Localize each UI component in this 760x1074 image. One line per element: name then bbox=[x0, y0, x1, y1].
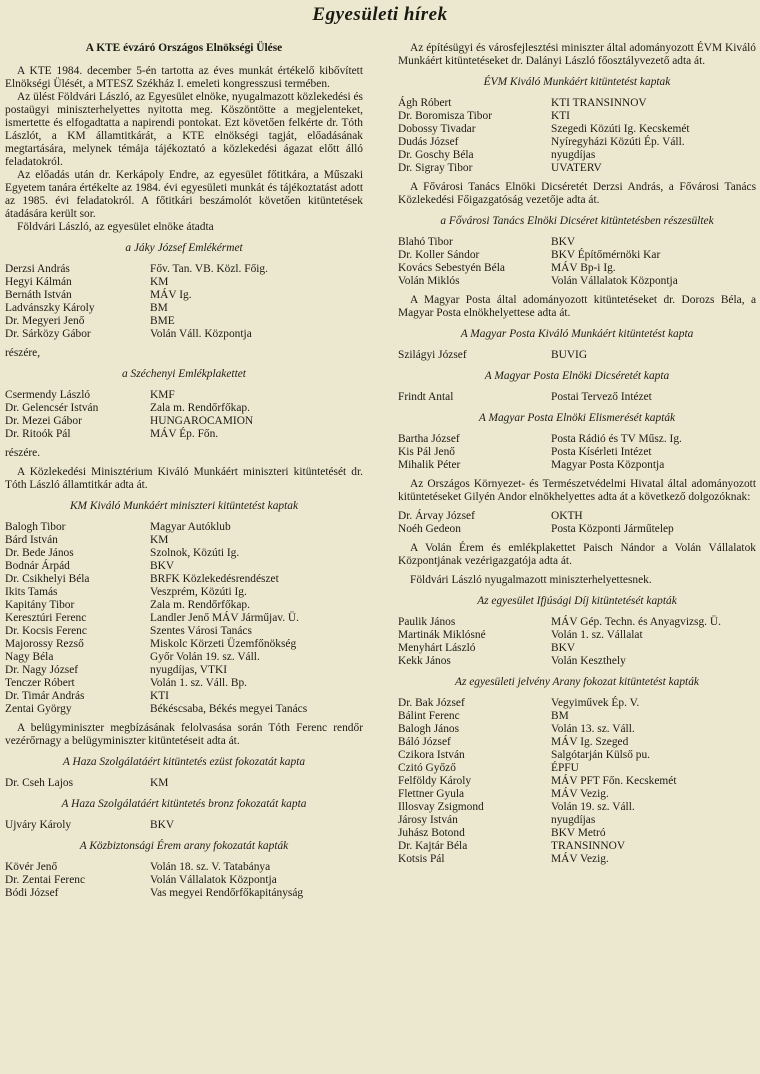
award-row bbox=[5, 302, 363, 315]
awardee-name: Bárd István bbox=[5, 534, 58, 546]
awardee-name: Bodnár Árpád bbox=[5, 560, 70, 572]
awardee-name: Ladvánszky Károly bbox=[5, 302, 95, 314]
paragraph: A Közlekedési Minisztérium Kiváló Munkáért miniszteri kitüntetését dr. Tóth László államtitkár adta át. bbox=[5, 466, 363, 491]
award-row bbox=[5, 887, 363, 900]
awardee-name: Kövér Jenő bbox=[5, 861, 58, 873]
awardee-name: Dr. Timár András bbox=[5, 690, 85, 702]
awardee-name: Kis Pál Jenő bbox=[398, 446, 455, 458]
awardee-organization: Volán 1. sz. Váll. Bp. bbox=[150, 677, 248, 689]
awardee-organization: Szegedi Közúti Ig. Kecskemét bbox=[551, 123, 690, 135]
section-heading: Az egyesületi jelvény Arany fokozat kitüntetést kapták bbox=[455, 676, 699, 688]
awardee-organization: MÁV Bp-i Ig. bbox=[551, 262, 616, 274]
awardee-name: Felföldy Károly bbox=[398, 775, 472, 787]
awardee-organization: Volán 1. sz. Vállalat bbox=[551, 629, 643, 641]
award-list bbox=[398, 697, 756, 866]
awardee-organization: BKV bbox=[150, 560, 175, 572]
awardee-organization: BM bbox=[551, 710, 569, 722]
awardee-organization: BM bbox=[150, 302, 168, 314]
award-list bbox=[398, 433, 756, 472]
paragraph: Földvári László nyugalmazott miniszterhelyettesnek. bbox=[410, 574, 652, 586]
award-row bbox=[5, 586, 363, 599]
award-row bbox=[5, 625, 363, 638]
awardee-organization: Szentes Városi Tanács bbox=[150, 625, 252, 637]
awardee-organization: BKV Építőmérnöki Kar bbox=[551, 249, 661, 261]
awardee-name: Mihalik Péter bbox=[398, 459, 461, 471]
awardee-organization: OKTH bbox=[551, 510, 583, 522]
award-list bbox=[5, 263, 363, 341]
awardee-organization: Volán Vállalatok Központja bbox=[150, 874, 277, 886]
awardee-organization: HUNGAROCAMION bbox=[150, 415, 254, 427]
award-row bbox=[398, 697, 756, 710]
awardee-name: Kekk János bbox=[398, 655, 451, 667]
award-row bbox=[5, 638, 363, 651]
awardee-organization: Volán Vállalatok Központja bbox=[551, 275, 678, 287]
awardee-name: Dr. Ritoók Pál bbox=[5, 428, 71, 440]
awardee-organization: BKV bbox=[551, 642, 576, 654]
award-list bbox=[5, 777, 363, 790]
paragraph: Az építésügyi és városfejlesztési miniszter által adományozott ÉVM Kiváló Munkáért kitüntetéseket dr. Dalányi László főosztályvezető adta át. bbox=[398, 42, 756, 67]
awardee-name: Juhász Botond bbox=[398, 827, 465, 839]
awardee-name: Dr. Sárközy Gábor bbox=[5, 328, 91, 340]
awardee-organization: Békéscsaba, Békés megyei Tanács bbox=[150, 703, 308, 715]
awardee-organization: Volán Keszthely bbox=[551, 655, 626, 667]
award-row bbox=[5, 428, 363, 441]
awardee-name: Dr. Megyeri Jenő bbox=[5, 315, 85, 327]
section-heading: A Haza Szolgálatáért kitüntetés ezüst fokozatát kapta bbox=[62, 756, 306, 768]
awardee-name: Zentai György bbox=[5, 703, 72, 715]
awardee-organization: KTI bbox=[150, 690, 169, 702]
award-list bbox=[398, 236, 756, 288]
awardee-organization: BKV bbox=[551, 236, 576, 248]
left-column bbox=[5, 42, 363, 900]
awardee-name: Menyhárt László bbox=[398, 642, 476, 654]
award-row bbox=[398, 655, 756, 668]
awardee-organization: Volán 13. sz. Váll. bbox=[551, 723, 635, 735]
awardee-name: Czitó Győző bbox=[398, 762, 456, 774]
awardee-organization: Posta Központi Járműtelep bbox=[551, 523, 674, 535]
award-row bbox=[398, 642, 756, 655]
paragraph: A KTE 1984. december 5-én tartotta az éves munkát értékelő kibővített Elnökségi Ülését, a MTESZ Székház I. emeleti kongresszusi termében. bbox=[5, 65, 363, 90]
award-row bbox=[398, 97, 756, 110]
awardee-organization: TRANSINNOV bbox=[551, 840, 626, 852]
awardee-organization: BKV bbox=[150, 819, 175, 831]
award-row bbox=[398, 149, 756, 162]
section-heading: A Közbiztonsági Érem arany fokozatát kapták bbox=[79, 840, 289, 852]
awardee-organization: MÁV Gép. Techn. és Anyagvizsg. Ü. bbox=[551, 616, 721, 628]
awardee-name: Báló József bbox=[398, 736, 451, 748]
awardee-name: Ágh Róbert bbox=[398, 97, 452, 109]
awardee-name: Dr. Cseh Lajos bbox=[5, 777, 74, 789]
award-row bbox=[398, 433, 756, 446]
award-row bbox=[5, 861, 363, 874]
award-row bbox=[398, 162, 756, 175]
award-list bbox=[5, 521, 363, 716]
award-row bbox=[5, 651, 363, 664]
award-row bbox=[398, 762, 756, 775]
award-row bbox=[5, 664, 363, 677]
awardee-organization: MÁV Vezig. bbox=[551, 853, 609, 865]
right-column bbox=[398, 42, 756, 866]
awardee-name: Dr. Boromisza Tibor bbox=[398, 110, 492, 122]
awardee-organization: Főv. Tan. VB. Közl. Főig. bbox=[150, 263, 268, 275]
awardee-name: Bódi József bbox=[5, 887, 59, 899]
awardee-name: Ujváry Károly bbox=[5, 819, 72, 831]
paragraph: részére. bbox=[5, 447, 41, 459]
awardee-organization: Zala m. Rendőrfőkap. bbox=[150, 599, 250, 611]
awardee-organization: KMF bbox=[150, 389, 175, 401]
award-row bbox=[5, 389, 363, 402]
awardee-organization: Posta Rádió és TV Műsz. Ig. bbox=[551, 433, 682, 445]
awardee-name: Bálint Ferenc bbox=[398, 710, 460, 722]
paragraph: A Volán Érem és emlékplakettet Paisch Nándor a Volán Vállalatok Központjának vezérigazgatója adta át. bbox=[398, 542, 756, 567]
awardee-organization: Posta Kísérleti Intézet bbox=[551, 446, 652, 458]
awardee-organization: KTI TRANSINNOV bbox=[551, 97, 647, 109]
awardee-organization: Landler Jenő MÁV Járműjav. Ü. bbox=[150, 612, 299, 624]
award-row bbox=[5, 547, 363, 560]
award-row bbox=[398, 391, 756, 404]
awardee-name: Tenczer Róbert bbox=[5, 677, 75, 689]
awardee-organization: KTI bbox=[551, 110, 570, 122]
paragraph: Az ülést Földvári László, az Egyesület elnöke, nyugalmazott közlekedési és postaügyi miniszterhelyettes nyitotta meg. Köszöntötte a megjelenteket, ismertette és elfogadtatta a napirendi pontokat. Ezt követően felkérte dr. Tóth Lászlót, a KM államtitkárát, a KTE elnökségi tagját, előadásának megtartására, melynek témája tájékoztató a közlekedési ágazat előtt álló feladatokról. bbox=[5, 91, 363, 168]
awardee-organization: Postai Tervező Intézet bbox=[551, 391, 652, 403]
awardee-organization: Volán 18. sz. V. Tatabánya bbox=[150, 861, 271, 873]
award-row bbox=[398, 814, 756, 827]
awardee-name: Bernáth István bbox=[5, 289, 72, 301]
paragraph: részére, bbox=[5, 347, 41, 359]
awardee-name: Járosy István bbox=[398, 814, 458, 826]
awardee-organization: Zala m. Rendőrfőkap. bbox=[150, 402, 250, 414]
awardee-name: Majorossy Rezső bbox=[5, 638, 84, 650]
award-row bbox=[5, 599, 363, 612]
awardee-name: Dr. Csikhelyi Béla bbox=[5, 573, 90, 585]
award-row bbox=[398, 110, 756, 123]
awardee-name: Nagy Béla bbox=[5, 651, 54, 663]
awardee-organization: Salgótarján Külső pu. bbox=[551, 749, 651, 761]
awardee-name: Blahó Tibor bbox=[398, 236, 453, 248]
award-row bbox=[5, 534, 363, 547]
award-row bbox=[5, 521, 363, 534]
awardee-name: Keresztúri Ferenc bbox=[5, 612, 87, 624]
awardee-name: Kotsis Pál bbox=[398, 853, 445, 865]
awardee-organization: nyugdíjas, VTKI bbox=[150, 664, 227, 676]
awardee-name: Dr. Gelencsér István bbox=[5, 402, 99, 414]
award-row bbox=[398, 629, 756, 642]
awardee-organization: UVATERV bbox=[551, 162, 602, 174]
award-row bbox=[5, 276, 363, 289]
award-row bbox=[5, 573, 363, 586]
award-row bbox=[5, 415, 363, 428]
paragraph: Földvári László, az egyesület elnöke átadta bbox=[17, 221, 214, 233]
awardee-name: Balogh Tibor bbox=[5, 521, 66, 533]
awardee-organization: KM bbox=[150, 777, 169, 789]
award-list bbox=[5, 861, 363, 900]
award-row bbox=[398, 710, 756, 723]
award-row bbox=[5, 315, 363, 328]
award-row bbox=[398, 349, 756, 362]
award-row bbox=[398, 775, 756, 788]
award-row bbox=[5, 819, 363, 832]
award-row bbox=[398, 123, 756, 136]
awardee-name: Martinák Miklósné bbox=[398, 629, 486, 641]
page-title: Egyesületi hírek bbox=[312, 4, 448, 25]
section-heading: A Haza Szolgálatáért kitüntetés bronz fokozatát kapta bbox=[61, 798, 307, 810]
awardee-name: Dr. Bak József bbox=[398, 697, 465, 709]
award-row bbox=[5, 677, 363, 690]
section-heading: a Széchenyi Emlékplakettet bbox=[122, 368, 246, 380]
awardee-organization: Veszprém, Közúti Ig. bbox=[150, 586, 247, 598]
paragraph: Az előadás után dr. Kerkápoly Endre, az egyesület főtitkára, a Műszaki Egyetem tanára értékelte az 1984. évi egyesületi munkát és tájékoztatást adott az 1985. évi feladatokról. A főtitkári beszámolót követően kitüntetések átadására került sor. bbox=[5, 169, 363, 220]
awardee-organization: Vegyiművek Ép. V. bbox=[551, 697, 640, 709]
awardee-organization: MÁV PFT Főn. Kecskemét bbox=[551, 775, 677, 787]
awardee-name: Dr. Kajtár Béla bbox=[398, 840, 468, 852]
award-row bbox=[398, 801, 756, 814]
awardee-organization: MÁV Ig. Szeged bbox=[551, 736, 629, 748]
award-list bbox=[398, 97, 756, 175]
award-row bbox=[398, 853, 756, 866]
awardee-organization: ÉPFU bbox=[551, 762, 579, 774]
award-row bbox=[5, 289, 363, 302]
award-list bbox=[398, 391, 756, 404]
awardee-organization: MÁV Ép. Főn. bbox=[150, 428, 219, 440]
awardee-name: Dr. Koller Sándor bbox=[398, 249, 480, 261]
awardee-name: Dr. Mezei Gábor bbox=[5, 415, 82, 427]
awardee-name: Dr. Goschy Béla bbox=[398, 149, 474, 161]
award-row bbox=[398, 136, 756, 149]
awardee-name: Frindt Antal bbox=[398, 391, 454, 403]
section-heading: A Magyar Posta Elnöki Elismerését kapták bbox=[478, 412, 676, 424]
award-list bbox=[398, 349, 756, 362]
award-list bbox=[5, 819, 363, 832]
section-heading: Az egyesület Ifjúsági Díj kitüntetését kapták bbox=[477, 595, 677, 607]
award-row bbox=[5, 328, 363, 341]
awardee-organization: Nyíregyházi Közúti Ép. Váll. bbox=[551, 136, 685, 148]
awardee-organization: Vas megyei Rendőrfőkapitányság bbox=[150, 887, 304, 899]
award-row bbox=[398, 840, 756, 853]
award-row bbox=[398, 446, 756, 459]
award-list bbox=[5, 389, 363, 441]
section-heading: a Jáky József Emlékérmet bbox=[125, 242, 243, 254]
awardee-name: Dr. Sigray Tibor bbox=[398, 162, 473, 174]
awardee-name: Dr. Bede János bbox=[5, 547, 74, 559]
award-row bbox=[398, 736, 756, 749]
awardee-organization: Győr Volán 19. sz. Váll. bbox=[150, 651, 260, 663]
awardee-name: Flettner Gyula bbox=[398, 788, 465, 800]
award-row bbox=[398, 275, 756, 288]
section-heading: ÉVM Kiváló Munkáért kitüntetést kaptak bbox=[483, 76, 671, 88]
awardee-organization: nyugdíjas bbox=[551, 149, 596, 161]
award-row bbox=[398, 236, 756, 249]
awardee-name: Noéh Gedeon bbox=[398, 523, 461, 535]
awardee-name: Ikits Tamás bbox=[5, 586, 58, 598]
awardee-name: Paulik János bbox=[398, 616, 456, 628]
section-heading: A Magyar Posta Kiváló Munkáért kitüntetést kapta bbox=[460, 328, 694, 340]
awardee-organization: BME bbox=[150, 315, 175, 327]
awardee-organization: nyugdíjas bbox=[551, 814, 596, 826]
awardee-name: Volán Miklós bbox=[398, 275, 460, 287]
award-row bbox=[398, 262, 756, 275]
awardee-name: Dobossy Tivadar bbox=[398, 123, 476, 135]
awardee-name: Czikora István bbox=[398, 749, 465, 761]
award-row bbox=[5, 612, 363, 625]
award-row bbox=[5, 263, 363, 276]
awardee-organization: Volán 19. sz. Váll. bbox=[551, 801, 635, 813]
award-row bbox=[5, 777, 363, 790]
awardee-name: Kovács Sebestyén Béla bbox=[398, 262, 505, 274]
paragraph: A Magyar Posta által adományozott kitüntetéseket dr. Dorozs Béla, a Magyar Posta elnökhelyettese adta át. bbox=[398, 294, 756, 319]
paragraph: Az Országos Környezet- és Természetvédelmi Hivatal által adományozott kitüntetéseket Gilyén Andor elnökhelyettes adta át a következő dolgozóknak: bbox=[398, 478, 756, 503]
award-row bbox=[5, 703, 363, 716]
award-row bbox=[5, 402, 363, 415]
award-row bbox=[398, 749, 756, 762]
awardee-organization: BUVIG bbox=[551, 349, 588, 361]
awardee-name: Csermendy László bbox=[5, 389, 91, 401]
awardee-name: Illosvay Zsigmond bbox=[398, 801, 484, 813]
awardee-name: Dr. Zentai Ferenc bbox=[5, 874, 86, 886]
awardee-organization: Volán Váll. Központja bbox=[150, 328, 252, 340]
awardee-organization: KM bbox=[150, 276, 169, 288]
awardee-name: Dr. Nagy József bbox=[5, 664, 79, 676]
awardee-name: Dr. Kocsis Ferenc bbox=[5, 625, 87, 637]
award-list bbox=[398, 510, 756, 536]
award-row bbox=[5, 560, 363, 573]
awardee-name: Dr. Árvay József bbox=[398, 510, 475, 522]
paragraph: A belügyminiszter megbízásának felolvasása során Tóth Ferenc rendőr vezérőrnagy a belügyminiszter kitüntetéseit adta át. bbox=[5, 722, 363, 747]
award-row bbox=[398, 459, 756, 472]
section-heading: a Fővárosi Tanács Elnöki Dicséret kitüntetésben részesültek bbox=[440, 215, 714, 227]
awardee-organization: Magyar Posta Központja bbox=[551, 459, 665, 471]
awardee-name: Szilágyi József bbox=[398, 349, 467, 361]
awardee-organization: Szolnok, Közúti Ig. bbox=[150, 547, 240, 559]
awardee-organization: MÁV Ig. bbox=[150, 289, 192, 301]
awardee-name: Kapitány Tibor bbox=[5, 599, 75, 611]
award-row bbox=[5, 874, 363, 887]
award-row bbox=[398, 788, 756, 801]
awardee-name: Balogh János bbox=[398, 723, 460, 735]
award-row bbox=[398, 523, 756, 536]
awardee-name: Bartha József bbox=[398, 433, 460, 445]
article-heading: A KTE évzáró Országos Elnökségi Ülése bbox=[85, 42, 283, 54]
award-row bbox=[5, 690, 363, 703]
award-row bbox=[398, 616, 756, 629]
award-row bbox=[398, 723, 756, 736]
awardee-name: Dudás József bbox=[398, 136, 459, 148]
award-row bbox=[398, 249, 756, 262]
awardee-name: Derzsi András bbox=[5, 263, 70, 275]
award-row bbox=[398, 510, 756, 523]
paragraph: A Fővárosi Tanács Elnöki Dicséretét Derzsi András, a Fővárosi Tanács Közlekedési Főigazgatóság vezetője adta át. bbox=[398, 181, 756, 206]
awardee-organization: KM bbox=[150, 534, 169, 546]
award-list bbox=[398, 616, 756, 668]
section-heading: KM Kiváló Munkáért miniszteri kitüntetést kaptak bbox=[69, 500, 299, 512]
section-heading: A Magyar Posta Elnöki Dicséretét kapta bbox=[484, 370, 670, 382]
award-row bbox=[398, 827, 756, 840]
awardee-organization: Magyar Autóklub bbox=[150, 521, 231, 533]
awardee-organization: BKV Metró bbox=[551, 827, 606, 839]
awardee-organization: MÁV Vezig. bbox=[551, 788, 609, 800]
awardee-organization: BRFK Közlekedésrendészet bbox=[150, 573, 279, 585]
awardee-organization: Miskolc Körzeti Üzemfőnökség bbox=[150, 638, 297, 650]
awardee-name: Hegyi Kálmán bbox=[5, 276, 72, 288]
